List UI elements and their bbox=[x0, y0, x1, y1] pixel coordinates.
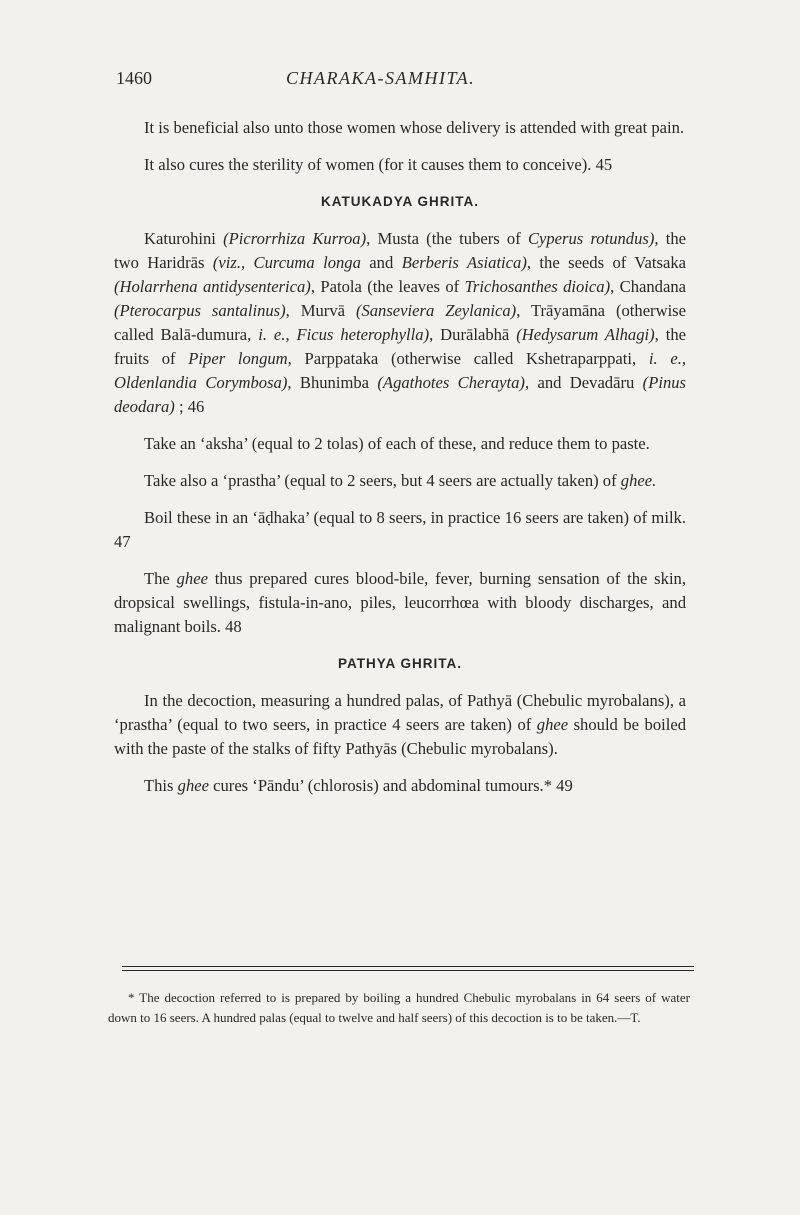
paragraph: Katurohini (Picrorrhiza Kurroa), Musta (the tubers of Cyperus rotundus), the two Haridrās (viz., Curcuma longa and Berberis Asiatica), the seeds of Vatsaka (Holarrhena antidysenterica), Patola (the leaves of Trichosanthes dioica), Chandana (Pterocarpus santalinus), Murvā (Sanseviera Zeylanica), Trāyamāna (otherwise called Balā-dumura, i. e., Ficus heterophylla), Durālabhā (Hedysarum Alhagi), the fruits of Piper longum, Parppataka (otherwise called Kshetraparppati, i. e., Oldenlandia Corymbosa), Bhunimba (Agathotes Cherayta), and Devadāru (Pinus deodara) ; 46 bbox=[114, 229, 686, 416]
paragraph: This ghee cures ‘Pāndu’ (chlorosis) and abdominal tumours.* 49 bbox=[144, 776, 573, 795]
section-heading: PATHYA GHRITA. bbox=[337, 656, 462, 671]
paragraph: It is beneficial also unto those women whose delivery is attended with great pain. bbox=[144, 118, 685, 137]
footnote-text: * The decoction referred to is prepared by boiling a hundred Chebulic myrobalans in 64 seers of water down to 16 seers. A hundred palas (equal to twelve and half seers) of this decoction is to be taken.—T. bbox=[108, 990, 690, 1025]
paragraph: Take also a ‘prastha’ (equal to 2 seers, but 4 seers are actually taken) of ghee. bbox=[144, 471, 657, 490]
paragraph: Take an ‘aksha’ (equal to 2 tolas) of each of these, and reduce them to paste. bbox=[144, 434, 650, 453]
main-text bbox=[114, 116, 686, 798]
page-number: 1460 bbox=[116, 68, 152, 88]
page-header bbox=[116, 68, 686, 92]
section-heading: KATUKADYA GHRITA. bbox=[321, 194, 479, 209]
paragraph: It also cures the sterility of women (for it causes them to conceive). 45 bbox=[144, 155, 613, 174]
footnote bbox=[108, 988, 690, 1028]
footnote-divider bbox=[122, 966, 694, 967]
paragraph: The ghee thus prepared cures blood-bile, fever, burning sensation of the skin, dropsical swellings, fistula-in-ano, piles, leucorrhœa with bloody discharges, and malignant boils. 48 bbox=[114, 569, 686, 636]
footnote-divider bbox=[122, 970, 694, 971]
running-title: CHARAKA-SAMHITA. bbox=[286, 68, 476, 88]
paragraph: In the decoction, measuring a hundred palas, of Pathyā (Chebulic myrobalans), a ‘prastha’ (equal to two seers, in practice 4 seers are taken) of ghee should be boiled with the paste of the stalks of fifty Pathyās (Chebulic myrobalans). bbox=[114, 691, 686, 758]
paragraph: Boil these in an ‘āḍhaka’ (equal to 8 seers, in practice 16 seers are taken) of milk. 47 bbox=[114, 508, 686, 551]
